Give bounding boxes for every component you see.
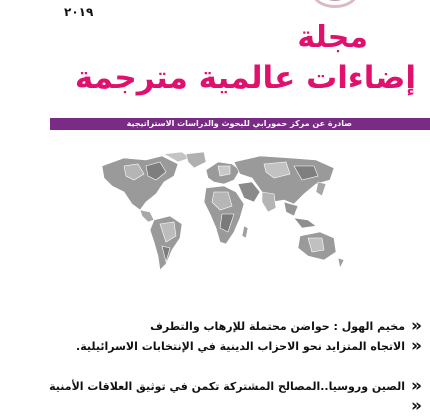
headline-item xyxy=(150,316,422,336)
logo-mark xyxy=(312,0,358,8)
headline-text: الاتجاه المتزايد نحو الاحزاب الدينية في الإنتخابات الاسرائيلية. xyxy=(76,339,406,353)
headline-item xyxy=(49,376,422,396)
magazine-title-line2: إضاءات عالمية مترجمة xyxy=(74,60,416,96)
world-map-icon xyxy=(94,152,348,274)
headline-text: الصين وروسيا..المصالح المشتركة تكمن في توثيق العلاقات الأمنية xyxy=(49,379,406,393)
headline-text: مخيم الهول : حواضن محتملة للإرهاب والتطرف xyxy=(150,319,406,333)
headline-item xyxy=(405,396,422,416)
headline-item xyxy=(76,336,422,356)
issue-year: ٢٠١٩ xyxy=(64,5,94,19)
double-chevron-icon: « xyxy=(411,316,422,336)
subtitle-band xyxy=(50,118,430,130)
double-chevron-icon: « xyxy=(411,376,422,396)
magazine-title-line1: مجلة xyxy=(297,20,368,55)
publisher-subtitle: صادرة عن مركز حمورابي للبحوث والدراسات الاستراتيجية xyxy=(126,119,352,128)
double-chevron-icon: « xyxy=(411,336,422,356)
double-chevron-icon: « xyxy=(411,396,422,416)
